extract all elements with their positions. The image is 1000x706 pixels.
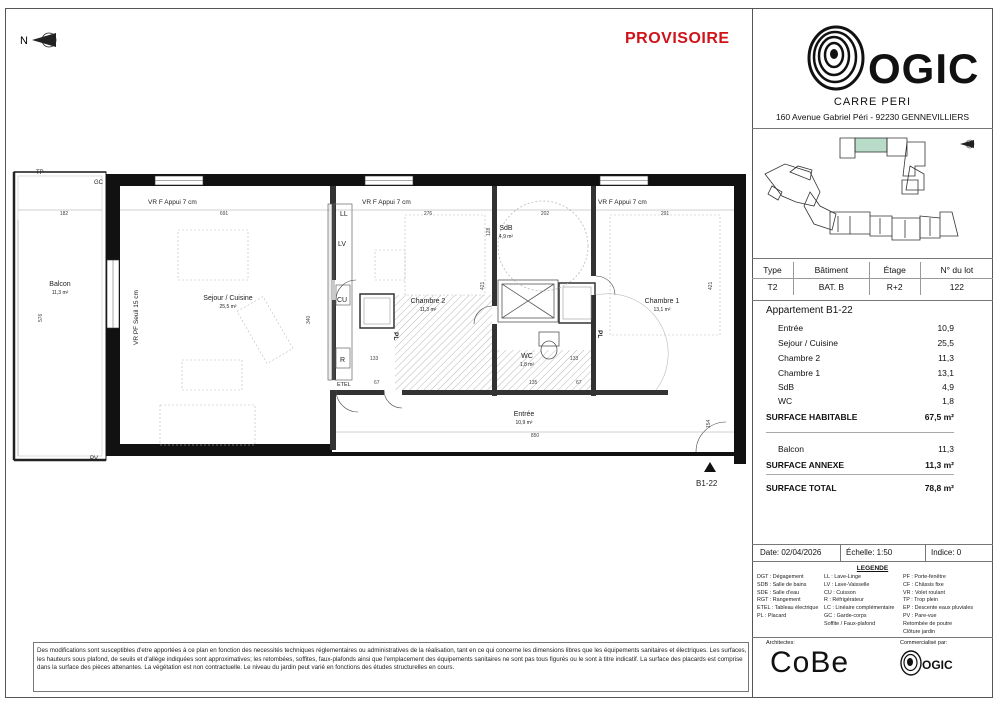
- lot-marker-label: B1-22: [696, 479, 718, 488]
- room-wc: WC: [521, 353, 533, 360]
- north-arrow-icon: [18, 28, 58, 52]
- legend-title: LEGENDE: [856, 565, 889, 572]
- r-label: R: [340, 357, 346, 364]
- window-label: VR F Appui 7 cm: [148, 199, 197, 206]
- etel-label: ETEL: [337, 382, 351, 388]
- room-name: Entrée: [778, 323, 804, 333]
- side-window-label: VR PF Seuil 15 cm: [133, 290, 140, 345]
- surface-annexe-value: 11,3 m²: [925, 460, 954, 470]
- legend-item: EP : Descente eaux pluviales: [903, 605, 974, 612]
- pl-label: PL: [392, 332, 399, 341]
- lot-table: [752, 262, 993, 295]
- room-name: Chambre 2: [778, 353, 821, 363]
- room-area: 13,1: [937, 368, 954, 378]
- legend-item: LL : Lave-Linge: [824, 574, 861, 580]
- floor-plan: [10, 160, 755, 500]
- lot-value-type: T2: [752, 279, 794, 296]
- dimension-label: 133: [370, 356, 379, 362]
- window-label: VR F Appui 7 cm: [598, 199, 647, 206]
- lv-label: LV: [338, 241, 347, 248]
- project-name: CARRE PERI: [833, 96, 912, 108]
- legend-item: Soffite / Faux-plafond: [824, 620, 876, 627]
- kitchen: [328, 204, 352, 380]
- lot-header-type: Type: [752, 262, 794, 279]
- legend-item: GC : Garde-corps: [824, 612, 867, 619]
- soffit-area: [395, 295, 492, 390]
- lot-header-building: Bâtiment: [794, 262, 870, 279]
- room-area: 4,9: [942, 382, 954, 392]
- dimension-label: 691: [219, 211, 229, 217]
- surface-total-value: 78,8 m²: [924, 483, 954, 493]
- legend-item: PF : Porte-fenêtre: [903, 574, 946, 580]
- dimension-label: 182: [59, 211, 69, 217]
- room-balcon: Balcon: [49, 281, 71, 288]
- room-name: Chambre 1: [778, 368, 821, 378]
- dimension-label: 421: [480, 281, 486, 290]
- room-area: 11,3: [938, 353, 954, 363]
- project-address: 160 Avenue Gabriel Péri - 92230 GENNEVILLIERS: [775, 112, 970, 122]
- lot-header-number: N° du lot: [940, 265, 974, 275]
- brand-name: OGIC: [868, 45, 980, 92]
- legend-item: LV : Lave-Vaisselle: [824, 581, 870, 588]
- legend-item: DGT : Dégagement: [757, 574, 804, 580]
- surface-annexe-label: SURFACE ANNEXE: [766, 460, 845, 470]
- key-plan: [760, 132, 988, 254]
- annex-name: Balcon: [778, 444, 804, 454]
- dimension-label: 850: [530, 433, 540, 439]
- legend-col-1: [757, 574, 818, 621]
- ll-label: LL: [340, 211, 348, 218]
- plan-scale: Échelle: 1:50: [846, 548, 893, 557]
- divider: [752, 128, 993, 129]
- divider: [766, 474, 954, 475]
- legend-item: VR : Volet roulant: [903, 589, 945, 596]
- legend-item: CU : Cuisson: [824, 589, 856, 596]
- room-sejour-area: 25,5 m²: [219, 304, 237, 310]
- lot-value-floor: R+2: [869, 279, 920, 296]
- surface-total-label: SURFACE TOTAL: [766, 483, 837, 493]
- room-name: Sejour / Cuisine: [778, 338, 839, 348]
- room-chambre1: Chambre 1: [644, 298, 680, 305]
- lot-value-number: 122: [949, 282, 964, 292]
- legend-item: SDB : Salle de bains: [757, 581, 807, 588]
- room-wc-area: 1,8 m²: [519, 362, 535, 368]
- gc-label: GC: [94, 180, 103, 186]
- room-balcon-area: 11,3 m²: [51, 290, 69, 296]
- dimension-label: 135: [529, 380, 538, 386]
- dimension-label: 421: [708, 281, 714, 290]
- room-chambre2-area: 11,3 m²: [419, 307, 437, 313]
- pl-label: PL: [596, 330, 603, 339]
- legend-item: ETEL : Tableau électrique: [757, 605, 819, 612]
- surface-habitable-label: SURFACE HABITABLE: [766, 412, 858, 422]
- pv-label: PV: [90, 456, 99, 462]
- legend-item: RGT : Rangement: [757, 597, 801, 604]
- marketer-logo-icon: [900, 650, 922, 676]
- disclaimer-text: Des modifications sont susceptibles d'etre apportées à ce plan en fonction des necessités techniques réglementaires ou administratives de la réalisation, tant en ce qui concerne les dimensions libres que les équipements sanitaires et électriques. Les surfaces, les hauteurs sous plafond, de seuils et d'allège indiquées sont approximatives; les retombées, soffites, faux-plafonds ainsi que l'emplacement des équipements sanitaires ne sont pas tous figurés ou le sont à titre indicatif. La surface des placards est comprise dans la surface des pièces attenantes. La végétation est non contractuelle. Le niveau du jardin peut varié en fonctions des études structurelles en cours.: [37, 647, 747, 671]
- room-chambre2: Chambre 2: [410, 298, 446, 305]
- lot-header-floor: Étage: [869, 262, 920, 279]
- room-area: 10,9: [937, 323, 954, 333]
- dimension-label: 291: [660, 211, 670, 217]
- lot-value-building: BAT. B: [794, 279, 870, 296]
- dimension-label: 67: [374, 380, 380, 386]
- divider: [752, 544, 993, 545]
- marketer-label: Commercialisé par:: [900, 640, 948, 646]
- room-sdb-area: 4,9 m²: [498, 234, 514, 240]
- provisional-stamp: PROVISOIRE: [625, 30, 730, 47]
- dimension-lines: [18, 210, 734, 456]
- plan-date: Date: 02/04/2026: [760, 548, 822, 557]
- divider: [752, 561, 993, 562]
- legend-item: R : Réfrigérateur: [824, 597, 864, 604]
- dimension-label: 67: [576, 380, 582, 386]
- legend-item: PV : Pare-vue: [903, 612, 937, 619]
- dimension-label: 202: [540, 211, 550, 217]
- dimension-label: 276: [423, 211, 433, 217]
- room-name: SdB: [778, 382, 795, 392]
- divider: [766, 432, 954, 433]
- legend-item: PL : Placard: [757, 612, 787, 619]
- legend-col-3: [903, 574, 973, 636]
- divider: [752, 258, 993, 259]
- tp-label: TP: [36, 170, 44, 176]
- room-sdb: SdB: [499, 225, 513, 232]
- ogic-logo: [806, 24, 866, 92]
- divider: [840, 544, 841, 561]
- apartment-title: Appartement B1-22: [766, 305, 853, 316]
- surface-habitable-value: 67,5 m²: [924, 412, 954, 422]
- legend-item: Clôture jardin: [903, 628, 936, 635]
- legend-item: CF : Châssis fixe: [903, 581, 944, 588]
- dimension-label: 340: [306, 315, 312, 324]
- marketer-name: OGIC: [922, 658, 953, 672]
- room-entree: Entrée: [513, 411, 535, 418]
- divider: [752, 637, 993, 638]
- legend-col-2: [824, 574, 894, 629]
- room-area: 25,5: [937, 338, 954, 348]
- divider: [925, 544, 926, 561]
- dimension-label: 154: [706, 419, 712, 428]
- annex-area: 11,3: [938, 444, 954, 454]
- cu-label: CU: [337, 297, 348, 304]
- architect-label: Architectes:: [766, 640, 795, 646]
- room-name: WC: [778, 396, 793, 406]
- dimension-label: 133: [570, 356, 579, 362]
- legend-item: LC : Linéaire complémentaire: [824, 605, 895, 612]
- north-label: N: [20, 35, 28, 47]
- architect-logo: CoBe: [770, 646, 850, 679]
- lot-marker-icon: [704, 462, 716, 472]
- window-label: VR F Appui 7 cm: [362, 199, 411, 206]
- legend-item: SDE : Salle d'eau: [757, 589, 800, 596]
- dimension-label: 128: [486, 227, 492, 236]
- room-area: 1,8: [942, 396, 954, 406]
- room-sejour: Sejour / Cuisine: [203, 295, 253, 302]
- dimension-label: 576: [38, 313, 44, 322]
- legend-item: TP : Trop plein: [903, 597, 938, 604]
- plan-index: Indice: 0: [931, 548, 962, 557]
- room-chambre1-area: 13,1 m²: [653, 307, 671, 313]
- room-entree-area: 10,9 m²: [515, 420, 533, 426]
- legend-item: Retombée de poutre: [903, 620, 953, 627]
- divider: [752, 300, 993, 301]
